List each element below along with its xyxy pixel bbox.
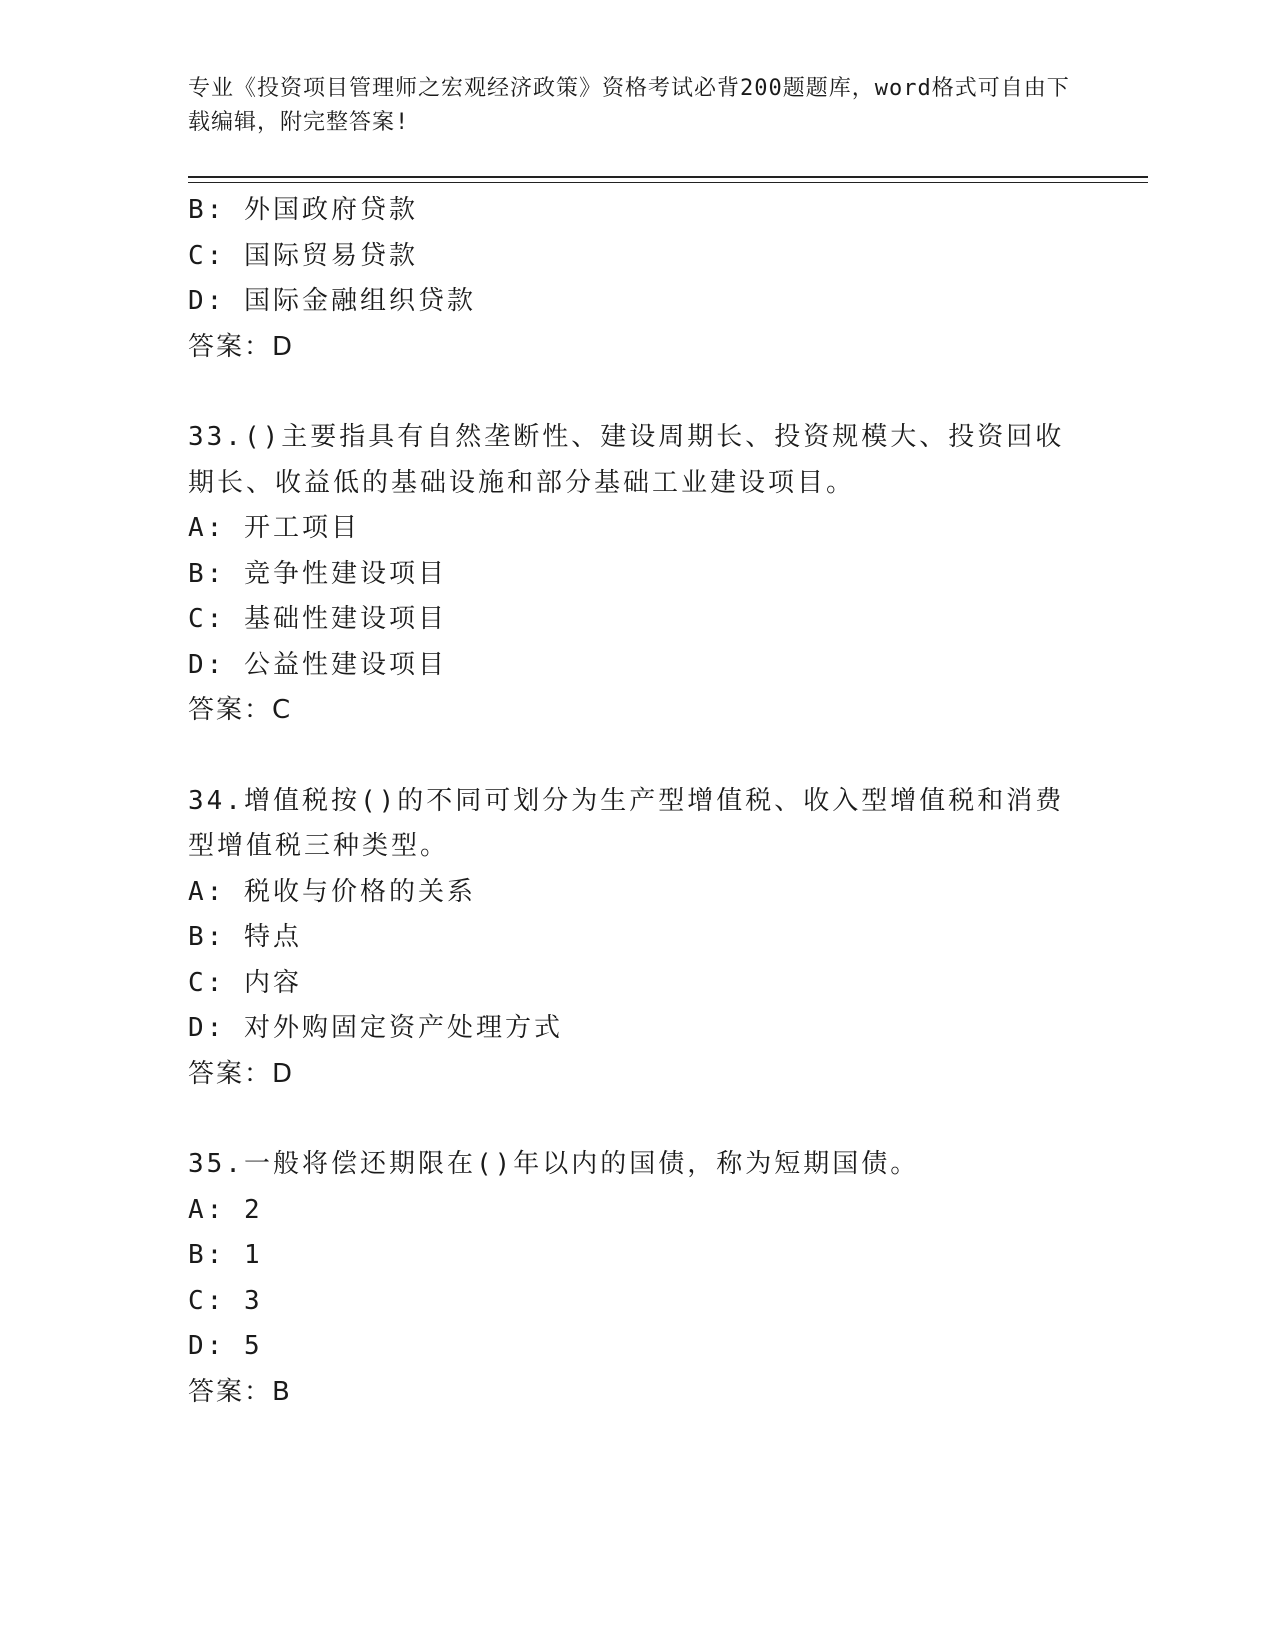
spacer xyxy=(188,1097,1088,1142)
question-32-tail xyxy=(188,188,1088,370)
answer: 答案：D xyxy=(188,331,295,362)
option-b: B: 外国政府贷款 xyxy=(188,195,418,225)
question-33 xyxy=(188,415,1088,734)
option-d: D: 5 xyxy=(188,1331,263,1361)
question-stem: 35.一般将偿还期限在()年以内的国债，称为短期国债。 xyxy=(188,1149,920,1179)
option-c: C: 3 xyxy=(188,1285,263,1316)
option-d: D: 公益性建设项目 xyxy=(188,649,447,680)
document-header xyxy=(188,72,1088,140)
option-b: B: 1 xyxy=(188,1240,263,1270)
option-b: B: 竞争性建设项目 xyxy=(188,558,447,589)
header-rule-thin xyxy=(188,182,1148,183)
answer: 答案：D xyxy=(188,1058,295,1089)
question-stem: 33.()主要指具有自然垄断性、建设周期长、投资规模大、投资回收期长、收益低的基础设施和部分基础工业建设项目。 xyxy=(188,422,1065,498)
spacer xyxy=(188,370,1088,415)
question-list xyxy=(188,188,1088,1415)
option-d: D: 对外购固定资产处理方式 xyxy=(188,1013,563,1043)
option-c: C: 基础性建设项目 xyxy=(188,604,447,634)
option-c: C: 国际贸易贷款 xyxy=(188,240,418,271)
question-34 xyxy=(188,779,1088,1098)
spacer xyxy=(188,734,1088,779)
question-35 xyxy=(188,1142,1088,1415)
header-rule-thick xyxy=(188,176,1148,178)
option-a: A: 税收与价格的关系 xyxy=(188,876,476,907)
option-a: A: 开工项目 xyxy=(188,513,360,543)
answer: 答案：B xyxy=(188,1376,292,1407)
option-b: B: 特点 xyxy=(188,922,302,952)
question-stem: 34.增值税按()的不同可划分为生产型增值税、收入型增值税和消费型增值税三种类型。 xyxy=(188,785,1065,861)
option-c: C: 内容 xyxy=(188,967,302,998)
answer: 答案：C xyxy=(188,695,293,725)
option-d: D: 国际金融组织贷款 xyxy=(188,286,476,316)
header-title: 专业《投资项目管理师之宏观经济政策》资格考试必背200题题库，word格式可自由下载编辑，附完整答案! xyxy=(188,76,1070,135)
option-a: A: 2 xyxy=(188,1194,263,1225)
